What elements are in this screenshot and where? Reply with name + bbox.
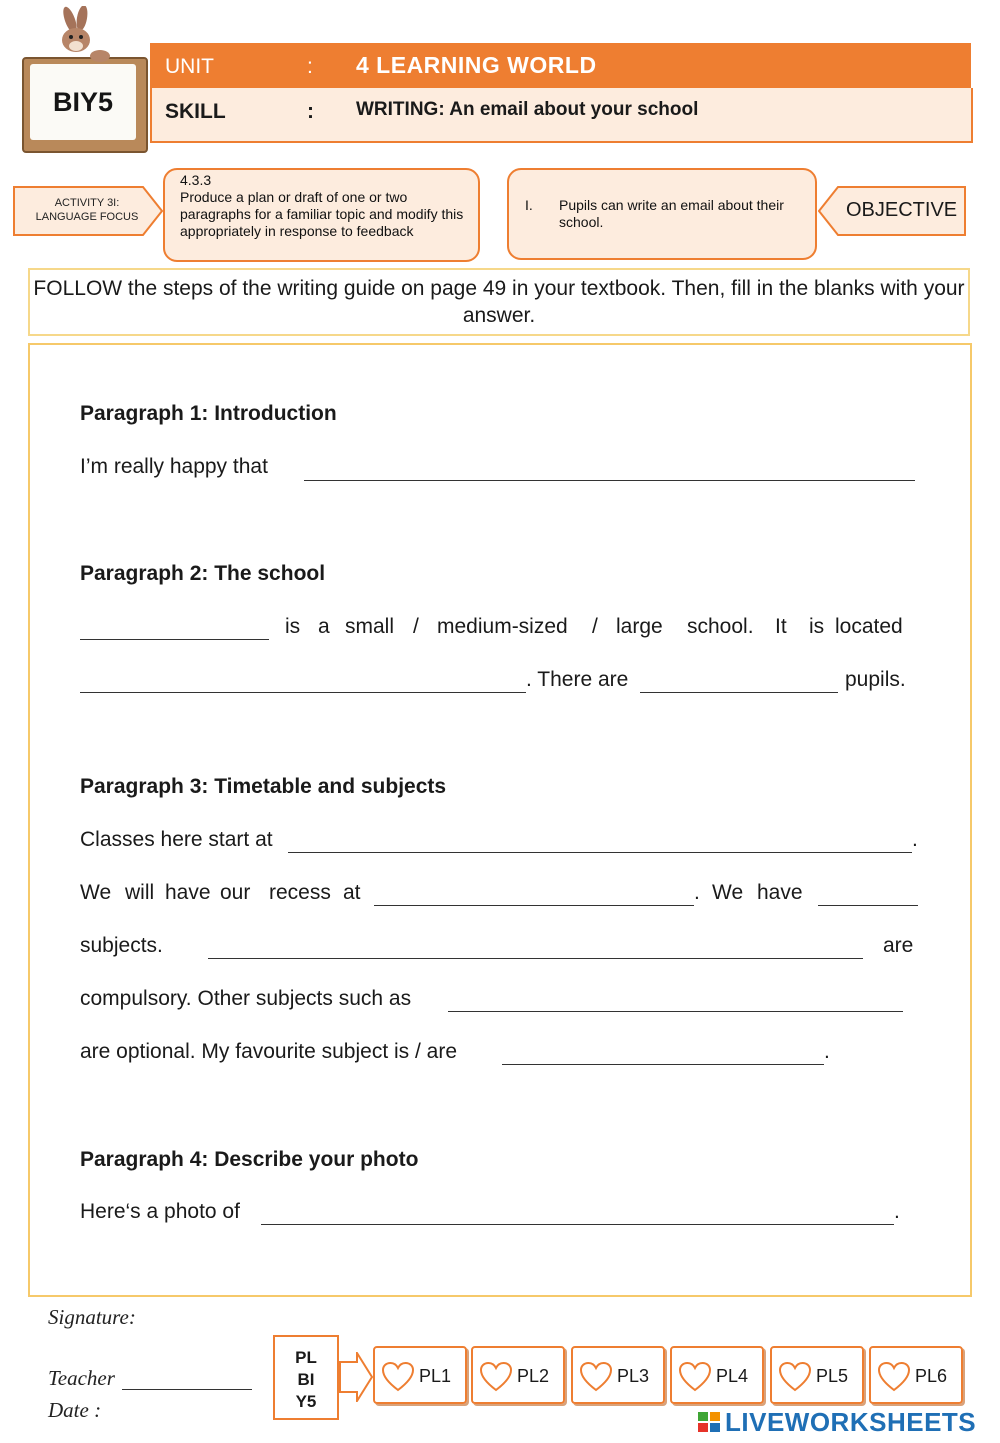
heart-icon xyxy=(580,1362,612,1392)
paragraph-3-line-4 xyxy=(80,987,918,1017)
p3-compulsory: compulsory. Other subjects such as xyxy=(80,987,412,1010)
paragraph-3-line-5 xyxy=(80,1040,918,1070)
p2-word-11: located xyxy=(835,615,903,638)
p3-line2-period: . xyxy=(694,881,700,904)
bunny-mascot-icon xyxy=(48,6,118,66)
liveworksheets-brand[interactable]: LIVEWORKSHEETS xyxy=(725,1407,977,1437)
p3-are: are xyxy=(883,934,914,957)
pl3-option[interactable] xyxy=(571,1346,665,1404)
paragraph-2-line-2 xyxy=(80,668,918,698)
activity-tag-line2: LANGUAGE FOCUS xyxy=(35,211,139,223)
p3-word-we2: We xyxy=(712,881,744,904)
start-time-blank[interactable] xyxy=(288,852,912,853)
heart-icon xyxy=(779,1362,811,1392)
pl-biy5-box xyxy=(273,1335,339,1420)
school-name-blank[interactable] xyxy=(80,639,269,640)
p3-word-we: We xyxy=(80,881,112,904)
paragraph-3-line-1 xyxy=(80,828,918,858)
p2-word-9: It xyxy=(775,615,787,638)
compulsory-subjects-blank[interactable] xyxy=(208,958,863,959)
subject-count-blank[interactable] xyxy=(818,905,918,906)
p4-photo-of: Here‘s a photo of xyxy=(80,1200,240,1223)
pl1-label: PL1 xyxy=(419,1366,452,1386)
p2-word-6: / xyxy=(592,615,598,638)
objective-box xyxy=(507,168,817,260)
p3-word-will: will xyxy=(125,881,155,904)
p3-word-recess: recess xyxy=(269,881,331,904)
paragraph-3-line-2 xyxy=(80,881,918,911)
p2-word-1: is xyxy=(285,615,301,638)
logo-text: BIY5 xyxy=(30,64,136,140)
pl2-option[interactable] xyxy=(471,1346,565,1404)
optional-subjects-blank[interactable] xyxy=(448,1011,903,1012)
activity-tag-line1: ACTIVITY 3I: xyxy=(54,197,120,209)
teacher-signature-blank[interactable] xyxy=(122,1389,252,1390)
objective-tag-label: OBJECTIVE xyxy=(846,199,958,221)
p3-classes-start: Classes here start at xyxy=(80,828,273,851)
objective-tag xyxy=(818,186,966,236)
teacher-label: Teacher xyxy=(48,1366,115,1390)
p3-favourite: are optional. My favourite subject is / are xyxy=(80,1040,458,1063)
activity-tag xyxy=(13,186,163,236)
pl1-option[interactable] xyxy=(373,1346,467,1404)
pl4-option[interactable] xyxy=(670,1346,764,1404)
p2-word-4: / xyxy=(413,615,419,638)
favourite-subject-blank[interactable] xyxy=(502,1064,824,1065)
pl-arrow-icon xyxy=(339,1352,373,1402)
heart-icon xyxy=(480,1362,512,1392)
unit-colon: : xyxy=(307,55,313,78)
heart-icon xyxy=(382,1362,414,1392)
pupils-count-blank[interactable] xyxy=(640,692,838,693)
learning-standard-box xyxy=(163,168,480,262)
paragraph-3-heading: Paragraph 3: Timetable and subjects xyxy=(80,775,447,798)
paragraph-4-heading: Paragraph 4: Describe your photo xyxy=(80,1148,419,1171)
heart-icon xyxy=(878,1362,910,1392)
standard-code: 4.3.3 xyxy=(180,172,212,188)
standard-text: Produce a plan or draft of one or two paragraphs for a familiar topic and modify this appropriately in response to feedback xyxy=(180,189,464,239)
p3-word-our: our xyxy=(220,881,251,904)
objective-text: Pupils can write an email about their school. xyxy=(559,197,784,230)
p2-word-10: is xyxy=(809,615,825,638)
p2-word-7: large xyxy=(616,615,663,638)
p2-word-5: medium-sized xyxy=(437,615,568,638)
pl-box-line2: BI xyxy=(297,1370,315,1389)
pl5-label: PL5 xyxy=(816,1366,849,1386)
p3-word-at: at xyxy=(343,881,361,904)
p2-there-are: . There are xyxy=(526,668,629,691)
unit-label: UNIT xyxy=(165,55,214,78)
paragraph-2-line-1 xyxy=(80,615,918,645)
p2-pupils: pupils. xyxy=(845,668,906,691)
p2-word-2: a xyxy=(318,615,330,638)
p4-line1-period: . xyxy=(894,1200,900,1223)
pl6-label: PL6 xyxy=(915,1366,948,1386)
paragraph-2-heading: Paragraph 2: The school xyxy=(80,562,326,585)
pl6-option[interactable] xyxy=(869,1346,963,1404)
pl-box-line3: Y5 xyxy=(295,1392,317,1411)
p3-word-have: have xyxy=(165,881,211,904)
paragraph-4-line-1 xyxy=(80,1200,918,1230)
pl4-label: PL4 xyxy=(716,1366,749,1386)
pl3-label: PL3 xyxy=(617,1366,650,1386)
unit-value: 4 LEARNING WORLD xyxy=(356,52,597,78)
instruction-text: FOLLOW the steps of the writing guide on page 49 in your textbook. Then, fill in the blanks with your answer. xyxy=(28,268,970,336)
objective-number: I. xyxy=(525,197,533,213)
paragraph-3-line-3 xyxy=(80,934,918,964)
p1-blank[interactable] xyxy=(304,480,915,481)
p2-word-3: small xyxy=(345,615,395,638)
pl2-label: PL2 xyxy=(517,1366,550,1386)
paragraph-1-heading: Paragraph 1: Introduction xyxy=(80,402,337,425)
recess-time-blank[interactable] xyxy=(374,905,694,906)
liveworksheets-logo-icon xyxy=(697,1410,721,1434)
p3-line1-period: . xyxy=(912,828,918,851)
date-label: Date : xyxy=(48,1398,102,1422)
paragraph-1-line-1 xyxy=(80,455,918,485)
skill-colon: : xyxy=(307,100,314,123)
p3-word-have2: have xyxy=(757,881,803,904)
pl-box-line1: PL xyxy=(295,1348,317,1367)
photo-description-blank[interactable] xyxy=(261,1224,894,1225)
signature-label: Signature: xyxy=(48,1305,136,1329)
p2-word-8: school. xyxy=(687,615,754,638)
heart-icon xyxy=(679,1362,711,1392)
p3-subjects: subjects. xyxy=(80,934,163,957)
location-blank[interactable] xyxy=(80,692,526,693)
p1-text: I’m really happy that xyxy=(80,455,268,478)
pl5-option[interactable] xyxy=(770,1346,864,1404)
skill-label: SKILL xyxy=(165,100,226,123)
p3-line5-period: . xyxy=(824,1040,830,1063)
skill-value: WRITING: An email about your school xyxy=(356,99,699,120)
